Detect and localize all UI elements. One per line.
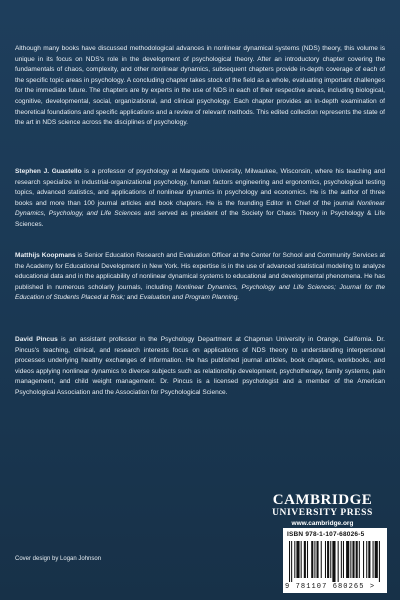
barcode-bar <box>356 541 358 578</box>
barcode-digits <box>285 583 385 591</box>
barcode-icon <box>289 541 381 582</box>
barcode-bar <box>316 541 318 578</box>
bio-text: is Senior Education Research and Evaluation Officer at the Center for School and Community Services at the Academy for Educational Development in New York. His expertise is in the use of advanced statistical modeling to analyze educational data and in the applicability of nonlinear dynamical systems to educational and developmental phenomena. He has published in numerous scholarly journals, including <box>15 252 385 291</box>
ean-number: 9 781107 680265 <box>285 583 365 591</box>
publisher-logo <box>260 493 385 528</box>
barcode-bar <box>311 541 313 578</box>
book-description: Although many books have discussed methodological advances in nonlinear dynamical systems (NDS) theory, this volume is unique in its focus on NDS's role in the development of psychological theory. After an introductory chapter covering the fundamentals of chaos, complexity, and other nonlinear dynamics, subsequent chapters provide in-depth coverage of each of the specific topic areas in psychology. A concluding chapter takes stock of the field as a whole, evaluating important challenges for the immediate future. The chapters are by experts in the use of NDS in each of their respective areas, including biological, cognitive, developmental, social, organizational, and clinical psychology. Each chapter provides an in-depth examination of theoretical foundations and specific applications and a review of relevant methods. This edited collection represents the state of the art in NDS science across the disciplines of psychology. <box>15 45 385 127</box>
barcode-bar <box>330 541 331 578</box>
barcode-panel <box>283 528 387 593</box>
barcode-bar <box>359 541 360 578</box>
barcode-bar <box>291 541 292 582</box>
barcode-bar <box>346 541 349 578</box>
author-bio-guastello <box>15 167 385 231</box>
publisher-name: CAMBRIDGE <box>272 492 373 508</box>
journal-titles: Nonlinear Dynamics, Psychology and Life Sciences; Journal for the Education of Students Placed at Risk; <box>15 283 385 302</box>
author-bio-pincus <box>15 335 385 399</box>
barcode-bar <box>307 541 308 578</box>
cover-credit: Cover design by Logan Johnson <box>15 556 102 562</box>
barcode-bar <box>343 541 344 578</box>
barcode-bar <box>375 541 378 578</box>
author-name: Matthijs Koopmans <box>15 252 76 259</box>
barcode-bar <box>332 541 335 582</box>
bio-text: is an assistant professor in the Psychology Department at Chapman University in Orange, California. Dr. Pincus's teaching, clinical, and research interests focus on applications of NDS theory to understanding interpersonal processes underlying healthy exchanges of information. He has published journal articles, book chapters, workbooks, and videos applying nonlinear dynamics to diverse subjects such as relationship development, psychotherapy, family systems, pain management, and child weight management. Dr. Pincus is a licensed psychologist and a member of the American Psychological Association and the Association for Psychological Science. <box>15 336 385 396</box>
barcode-bar <box>289 541 290 582</box>
author-bio-koopmans <box>15 251 385 304</box>
bio-text: and <box>124 294 140 302</box>
journal-title: Nonlinear Dynamics, Psychology, and Life Sciences <box>15 199 385 218</box>
publisher-subtitle: UNIVERSITY PRESS <box>272 508 373 518</box>
ean-mark: > <box>369 583 376 591</box>
barcode-bar <box>363 541 364 578</box>
barcode-bar <box>314 541 315 578</box>
barcode-bar <box>294 541 295 578</box>
author-name: David Pincus <box>15 336 58 343</box>
barcode-bar <box>301 541 302 578</box>
barcode-bar <box>338 541 339 582</box>
barcode-bar <box>304 541 306 578</box>
barcode-bar <box>379 541 380 582</box>
barcode-bar <box>350 541 351 578</box>
author-name: Stephen J. Guastello <box>15 168 82 175</box>
barcode-bar <box>321 541 322 578</box>
bio-text: and served as president of the Society for Chaos Theory in Psychology & Life Sciences. <box>15 210 385 228</box>
journal-title: Evaluation and Program Planning. <box>139 294 240 302</box>
bio-text: is a professor of psychology at Marquette University, Milwaukee, Wisconsin, where his teaching and research specialize in industrial-organizational psychology, human factors engineering and ergonomics, psychological testing topics, advanced statistics, and applications of nonlinear dynamics in psychology and economics. He is the author of three books and more than 100 journal articles and book chapters. He is the founding Editor in Chief of the journal <box>15 168 385 207</box>
barcode-bar <box>352 541 354 578</box>
barcode-bar <box>327 541 329 578</box>
barcode-bar <box>325 541 326 578</box>
barcode-bar <box>296 541 299 578</box>
barcode-bar <box>373 541 374 578</box>
barcode-bar <box>366 541 367 578</box>
publisher-url: www.cambridge.org <box>291 520 354 527</box>
barcode-bar <box>341 541 342 578</box>
isbn-label: ISBN 978-1-107-68026-5 <box>287 531 365 538</box>
barcode-bar <box>368 541 370 578</box>
